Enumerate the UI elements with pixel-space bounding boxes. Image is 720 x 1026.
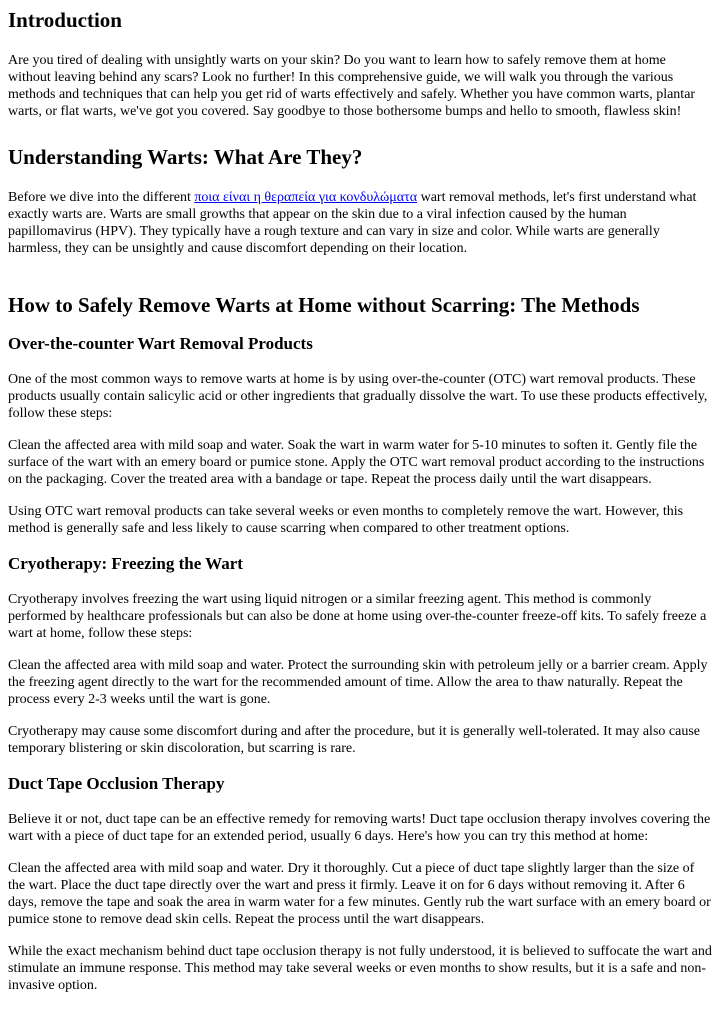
paragraph-otc-intro: One of the most common ways to remove warts at home is by using over-the-counter (OTC) wart removal products. These products usually contain salicylic acid or other ingredients that gradually dissolve the wart. To use these products effectively, follow these steps:	[8, 372, 708, 421]
paragraph-understanding-warts	[8, 189, 712, 257]
paragraph-otc-notes: Using OTC wart removal products can take several weeks or even months to completely remove the wart. However, this method is generally safe and less likely to cause scarring when compared to other treatment options.	[8, 504, 684, 536]
understanding-text-after-link: wart removal methods, let's first understand what exactly warts are. Warts are small growths that appear on the skin due to a viral infection caused by the human papillomavirus (HPV). They typically have a rough texture and can vary in size and color. While warts are generally harmless, they can be unsightly and cause discomfort depending on their location.	[8, 190, 697, 256]
paragraph-cryotherapy-notes: Cryotherapy may cause some discomfort during and after the procedure, but it is generally well-tolerated. It may also cause temporary blistering or skin discoloration, but scarring is rare.	[8, 724, 700, 756]
paragraph-duct-tape-intro: Believe it or not, duct tape can be an effective remedy for removing warts! Duct tape occlusion therapy involves covering the wart with a piece of duct tape for an extended period, usually 6 days. Here's how you can try this method at home:	[8, 812, 711, 844]
heading-cryotherapy: Cryotherapy: Freezing the Wart	[8, 554, 243, 573]
paragraph-otc-steps: Clean the affected area with mild soap and water. Soak the wart in warm water for 5-10 minutes to soften it. Gently file the surface of the wart with an emery board or pumice stone. Apply the OTC wart removal product according to the instructions on the packaging. Cover the treated area with a bandage or tape. Repeat the process daily until the wart disappears.	[8, 438, 705, 487]
heading-removal-methods: How to Safely Remove Warts at Home without Scarring: The Methods	[8, 293, 640, 317]
paragraph-cryotherapy-intro: Cryotherapy involves freezing the wart using liquid nitrogen or a similar freezing agent. This method is commonly performed by healthcare professionals but can also be done at home using over-the-counter freeze-off kits. To safely freeze a wart at home, follow these steps:	[8, 592, 707, 641]
heading-duct-tape: Duct Tape Occlusion Therapy	[8, 774, 225, 793]
paragraph-duct-tape-notes: While the exact mechanism behind duct tape occlusion therapy is not fully understood, it is believed to suffocate the wart and stimulate an immune response. This method may take several weeks or even months to show results, but it is a safe and non-invasive option.	[8, 944, 712, 993]
paragraph-cryotherapy-steps: Clean the affected area with mild soap and water. Protect the surrounding skin with petroleum jelly or a barrier cream. Apply the freezing agent directly to the wart for the recommended amount of time. Allow the area to thaw naturally. Repeat the process every 2-3 weeks until the wart is gone.	[8, 658, 708, 707]
understanding-text-before-link: Before we dive into the different	[8, 190, 195, 205]
paragraph-introduction: Are you tired of dealing with unsightly warts on your skin? Do you want to learn how to safely remove them at home without leaving behind any scars? Look no further! In this comprehensive guide, we will walk you through the various methods and techniques that can help you get rid of warts effectively and safely. Whether you have common warts, plantar warts, or flat warts, we've got you covered. Say goodbye to those bothersome bumps and hello to smooth, flawless skin!	[8, 53, 696, 119]
heading-introduction: Introduction	[8, 8, 122, 32]
heading-otc-products: Over-the-counter Wart Removal Products	[8, 334, 313, 353]
heading-understanding-warts: Understanding Warts: What Are They?	[8, 145, 363, 169]
paragraph-duct-tape-steps: Clean the affected area with mild soap and water. Dry it thoroughly. Cut a piece of duct tape slightly larger than the size of the wart. Place the duct tape directly over the wart and press it firmly. Leave it on for 6 days without removing it. After 6 days, remove the tape and soak the area in warm water for a few minutes. Gently rub the wart surface with an emery board or pumice stone to remove dead skin cells. Repeat the process until the wart disappears.	[8, 861, 711, 927]
wart-treatment-link[interactable]: ποια είναι η θεραπεία για κονδυλώματα	[194, 190, 418, 205]
article	[0, 8, 720, 994]
